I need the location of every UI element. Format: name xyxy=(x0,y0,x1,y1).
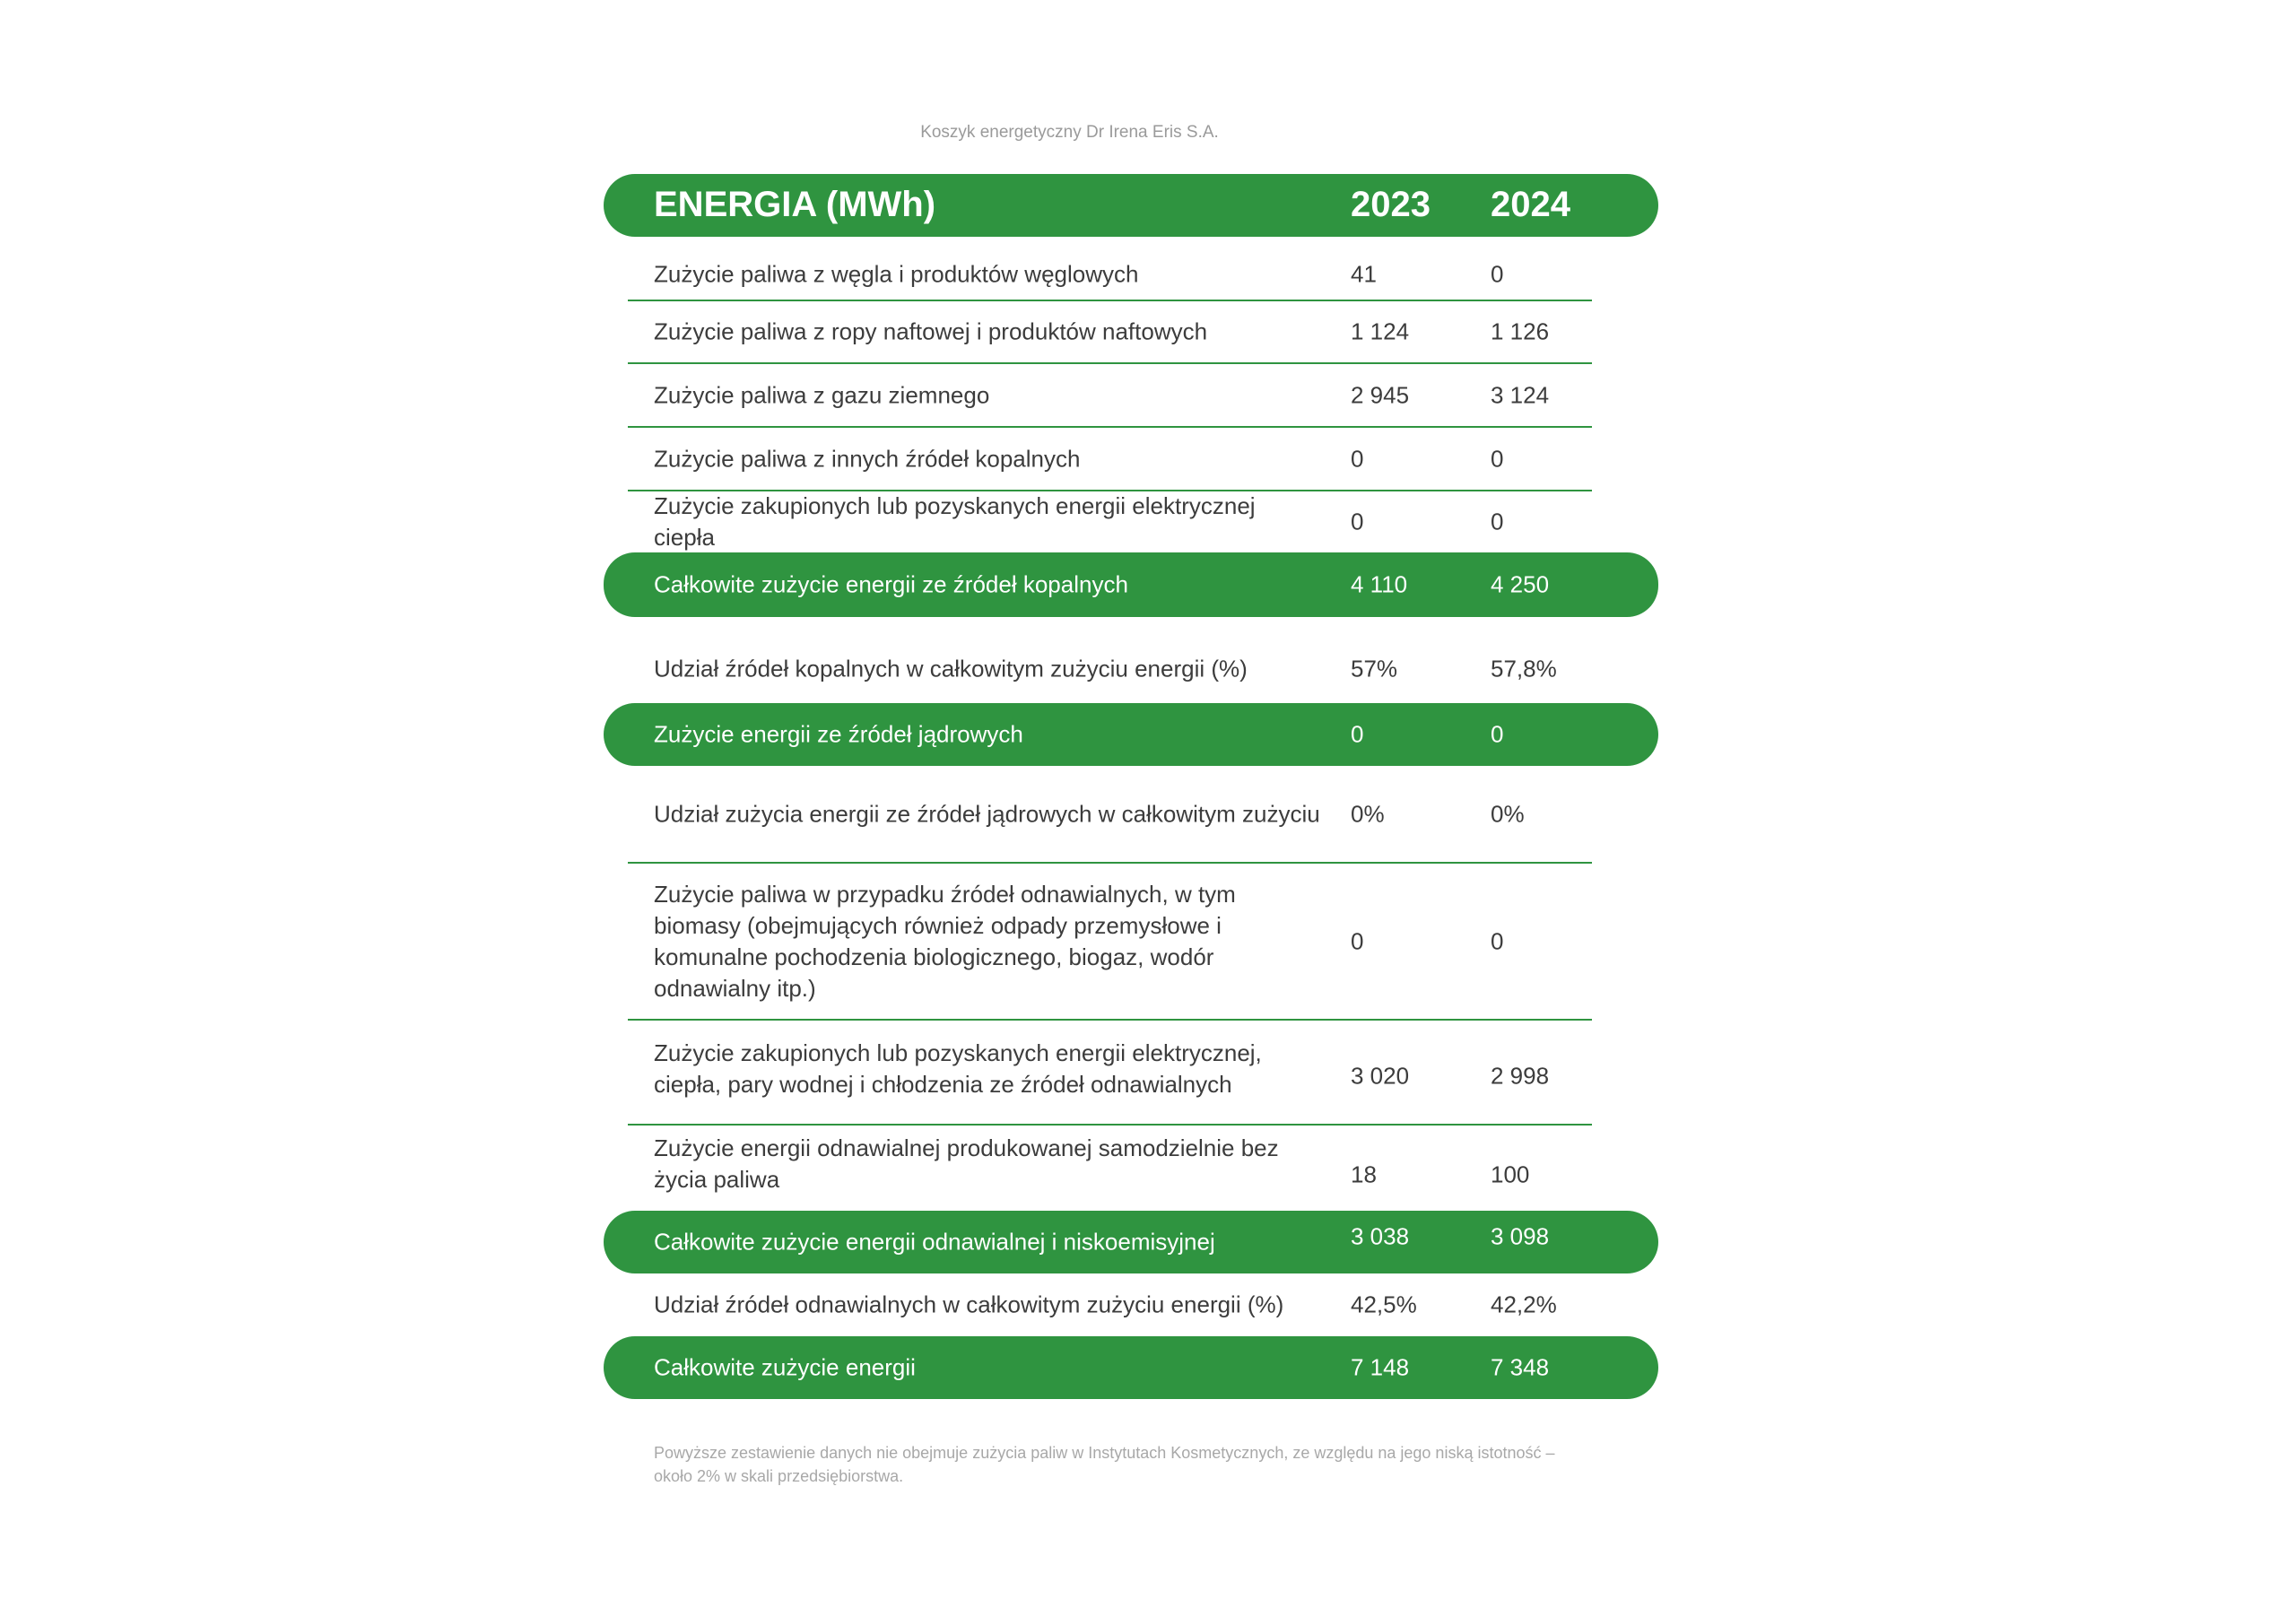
row-label: Zużycie paliwa z innych źródeł kopalnych xyxy=(654,445,1081,472)
row-value-2023: 57% xyxy=(1351,655,1398,682)
table-row xyxy=(628,617,1592,703)
total-value-2023: 7 148 xyxy=(1351,1353,1410,1381)
row-label: Zużycie paliwa z gazu ziemnego xyxy=(654,381,990,408)
row-label: Zużycie paliwa z ropy naftowej i produktów naftowych xyxy=(654,317,1208,345)
row-value-2023: 2 945 xyxy=(1351,381,1410,408)
row-value-2023: 3 020 xyxy=(1351,1062,1410,1090)
row-value-2024: 0 xyxy=(1491,445,1504,472)
total-row-all-energy xyxy=(604,1336,1658,1399)
row-value-2024: 2 998 xyxy=(1491,1062,1550,1090)
total-label: Całkowite zużycie energii odnawialnej i niskoemisyjnej xyxy=(654,1228,1215,1256)
row-value-2024: 100 xyxy=(1491,1160,1530,1188)
table-row xyxy=(628,1021,1592,1126)
table-row xyxy=(628,491,1592,552)
table-row xyxy=(628,864,1592,1021)
total-value-2023: 3 038 xyxy=(1351,1222,1410,1250)
total-value-2024: 0 xyxy=(1491,720,1504,748)
document-caption: Koszyk energetyczny Dr Irena Eris S.A. xyxy=(920,123,1219,142)
row-label: Udział źródeł kopalnych w całkowitym zużyciu energii (%) xyxy=(654,655,1248,682)
total-label: Całkowite zużycie energii ze źródeł kopalnych xyxy=(654,570,1128,598)
total-label: Całkowite zużycie energii xyxy=(654,1353,916,1381)
total-label: Zużycie energii ze źródeł jądrowych xyxy=(654,720,1023,748)
table-row xyxy=(628,1273,1592,1336)
row-value-2023: 0 xyxy=(1351,508,1364,535)
total-value-2023: 4 110 xyxy=(1351,570,1408,598)
row-value-2024: 57,8% xyxy=(1491,655,1557,682)
total-value-2024: 3 098 xyxy=(1491,1222,1550,1250)
row-value-2023: 18 xyxy=(1351,1160,1377,1188)
total-value-2023: 0 xyxy=(1351,720,1364,748)
row-value-2023: 1 124 xyxy=(1351,317,1410,345)
table-header-year-2023: 2023 xyxy=(1351,185,1431,224)
table-header xyxy=(604,174,1658,237)
table-header-title: ENERGIA (MWh) xyxy=(654,185,936,224)
table-row xyxy=(628,364,1592,428)
row-value-2023: 0 xyxy=(1351,927,1364,954)
row-label: Zużycie zakupionych lub pozyskanych energii elektrycznej ciepła xyxy=(654,492,1256,551)
table-row xyxy=(628,301,1592,364)
total-row-renewable xyxy=(604,1211,1658,1273)
row-label: Zużycie zakupionych lub pozyskanych energii elektrycznej, ciepła, pary wodnej i chłodzenia ze źródeł odnawialnych xyxy=(654,1039,1262,1099)
row-value-2023: 0 xyxy=(1351,445,1364,472)
row-value-2023: 0% xyxy=(1351,800,1385,827)
total-row-nuclear xyxy=(604,703,1658,766)
row-label: Zużycie paliwa w przypadku źródeł odnawialnych, w tym biomasy (obejmujących również odpady przemysłowe i komunalne pochodzenia biologicznego, biogaz, wodór odnawialny itp.) xyxy=(654,880,1236,1002)
total-value-2024: 7 348 xyxy=(1491,1353,1550,1381)
row-value-2023: 41 xyxy=(1351,260,1377,288)
total-value-2024: 4 250 xyxy=(1491,570,1550,598)
footnote: Powyższe zestawienie danych nie obejmuje zużycia paliw w Instytutach Kosmetycznych, ze względu na jego niską istotność – około 2% w skali przedsiębiorstwa. xyxy=(654,1444,1555,1485)
row-value-2024: 3 124 xyxy=(1491,381,1550,408)
row-value-2024: 42,2% xyxy=(1491,1291,1557,1318)
table-row xyxy=(628,1126,1592,1211)
energy-table xyxy=(604,174,1658,1399)
table-header-year-2024: 2024 xyxy=(1491,185,1570,224)
row-value-2024: 0 xyxy=(1491,508,1504,535)
row-label: Udział zużycia energii ze źródeł jądrowych w całkowitym zużyciu xyxy=(654,800,1320,827)
table-row xyxy=(628,766,1592,864)
table-row xyxy=(628,249,1592,301)
row-label: Zużycie paliwa z węgla i produktów węglowych xyxy=(654,260,1139,288)
row-value-2024: 0 xyxy=(1491,927,1504,954)
row-value-2024: 1 126 xyxy=(1491,317,1550,345)
row-value-2024: 0 xyxy=(1491,260,1504,288)
row-value-2023: 42,5% xyxy=(1351,1291,1417,1318)
table-row xyxy=(628,428,1592,491)
row-value-2024: 0% xyxy=(1491,800,1525,827)
row-label: Udział źródeł odnawialnych w całkowitym zużyciu energii (%) xyxy=(654,1291,1284,1318)
row-label: Zużycie energii odnawialnej produkowanej samodzielnie bez życia paliwa xyxy=(654,1134,1279,1193)
total-row-fossil xyxy=(604,552,1658,617)
